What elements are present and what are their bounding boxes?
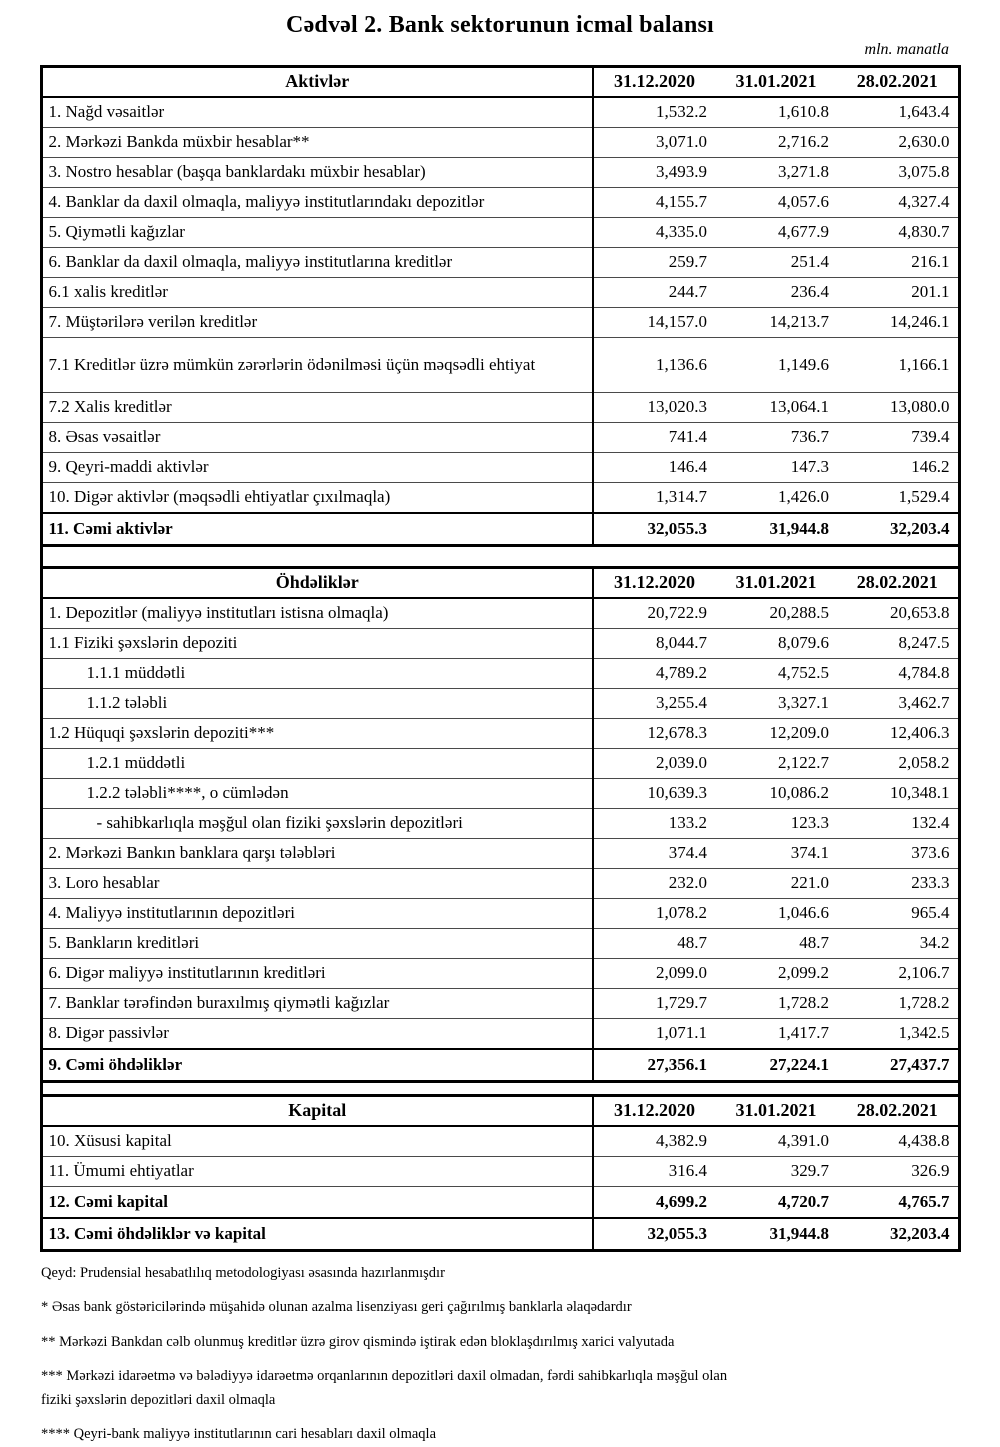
table-row	[41, 929, 959, 959]
section-spacer	[41, 1082, 959, 1096]
section-title: Öhdəliklər	[41, 568, 593, 599]
row-value: 1,529.4	[837, 483, 959, 514]
row-value: 27,356.1	[593, 1049, 715, 1082]
row-value: 3,255.4	[593, 689, 715, 719]
row-value: 2,106.7	[837, 959, 959, 989]
row-value: 236.4	[715, 278, 837, 308]
row-value: 736.7	[715, 423, 837, 453]
table-row	[41, 278, 959, 308]
table-row	[41, 779, 959, 809]
row-value: 3,462.7	[837, 689, 959, 719]
row-label: 11. Cəmi aktivlər	[41, 513, 593, 546]
row-label: 10. Xüsusi kapital	[41, 1126, 593, 1157]
row-value: 4,391.0	[715, 1126, 837, 1157]
row-label: 13. Cəmi öhdəliklər və kapital	[41, 1218, 593, 1251]
table-row	[41, 1049, 959, 1082]
date-column-header: 31.01.2021	[715, 67, 837, 98]
row-value: 1,610.8	[715, 97, 837, 128]
table-row	[41, 453, 959, 483]
row-value: 132.4	[837, 809, 959, 839]
row-value: 373.6	[837, 839, 959, 869]
row-value: 244.7	[593, 278, 715, 308]
unit-note: mln. manatla	[864, 41, 949, 58]
row-value: 1,046.6	[715, 899, 837, 929]
row-label: 7.1 Kreditlər üzrə mümkün zərərlərin ödənilməsi üçün məqsədli ehtiyat	[41, 338, 593, 393]
row-value: 32,203.4	[837, 513, 959, 546]
table-row	[41, 1126, 959, 1157]
row-value: 316.4	[593, 1157, 715, 1187]
table-row	[41, 839, 959, 869]
row-value: 1,729.7	[593, 989, 715, 1019]
row-label: 1.2.1 müddətli	[41, 749, 593, 779]
row-label: 6. Banklar da daxil olmaqla, maliyyə institutlarına kreditlər	[41, 248, 593, 278]
table-row	[41, 809, 959, 839]
row-value: 27,224.1	[715, 1049, 837, 1082]
table-row	[41, 248, 959, 278]
row-value: 216.1	[837, 248, 959, 278]
row-value: 4,789.2	[593, 659, 715, 689]
row-value: 14,157.0	[593, 308, 715, 338]
table-row	[41, 629, 959, 659]
row-label: 1. Nağd vəsaitlər	[41, 97, 593, 128]
row-label: 4. Maliyyə institutlarının depozitləri	[41, 899, 593, 929]
row-label: 1. Depozitlər (maliyyə institutları istisna olmaqla)	[41, 598, 593, 629]
row-value: 8,247.5	[837, 629, 959, 659]
row-value: 147.3	[715, 453, 837, 483]
row-value: 32,055.3	[593, 1218, 715, 1251]
row-value: 133.2	[593, 809, 715, 839]
row-value: 1,342.5	[837, 1019, 959, 1050]
row-value: 4,438.8	[837, 1126, 959, 1157]
date-column-header: 28.02.2021	[837, 1096, 959, 1127]
row-label: 5. Bankların kreditləri	[41, 929, 593, 959]
row-value: 326.9	[837, 1157, 959, 1187]
section-header-row	[41, 1096, 959, 1127]
footnote: **** Qeyri-bank maliyyə institutlarının cari hesabları daxil olmaqla	[41, 1426, 437, 1443]
row-label: 1.2.2 tələbli****, o cümlədən	[41, 779, 593, 809]
row-value: 32,203.4	[837, 1218, 959, 1251]
row-value: 4,830.7	[837, 218, 959, 248]
row-value: 1,149.6	[715, 338, 837, 393]
row-label: 4. Banklar da daxil olmaqla, maliyyə institutlarındakı depozitlər	[41, 188, 593, 218]
table-row	[41, 1187, 959, 1219]
table-row	[41, 1157, 959, 1187]
row-label: 8. Əsas vəsaitlər	[41, 423, 593, 453]
row-label: 1.1.1 müddətli	[41, 659, 593, 689]
table-row	[41, 338, 959, 393]
table-row	[41, 308, 959, 338]
row-value: 1,643.4	[837, 97, 959, 128]
row-label: 7. Banklar tərəfindən buraxılmış qiymətli kağızlar	[41, 989, 593, 1019]
row-value: 4,699.2	[593, 1187, 715, 1219]
row-label: 7. Müştərilərə verilən kreditlər	[41, 308, 593, 338]
table-row	[41, 97, 959, 128]
row-label: 10. Digər aktivlər (məqsədli ehtiyatlar çıxılmaqla)	[41, 483, 593, 514]
row-value: 14,246.1	[837, 308, 959, 338]
table-row	[41, 749, 959, 779]
row-value: 20,653.8	[837, 598, 959, 629]
row-value: 3,493.9	[593, 158, 715, 188]
row-value: 3,327.1	[715, 689, 837, 719]
row-value: 31,944.8	[715, 1218, 837, 1251]
row-label: - sahibkarlıqla məşğul olan fiziki şəxslərin depozitləri	[41, 809, 593, 839]
footnote: ** Mərkəzi Bankdan cəlb olunmuş kreditlər üzrə girov qismində iştirak edən bloklaşdırılmış xarici valyutada	[41, 1333, 675, 1350]
row-value: 1,532.2	[593, 97, 715, 128]
page-title: Cədvəl 2. Bank sektorunun icmal balansı	[286, 12, 714, 38]
row-value: 233.3	[837, 869, 959, 899]
row-label: 9. Qeyri-maddi aktivlər	[41, 453, 593, 483]
row-value: 739.4	[837, 423, 959, 453]
table-row	[41, 423, 959, 453]
row-value: 3,071.0	[593, 128, 715, 158]
table-row	[41, 513, 959, 546]
row-label: 7.2 Xalis kreditlər	[41, 393, 593, 423]
row-value: 3,075.8	[837, 158, 959, 188]
row-value: 201.1	[837, 278, 959, 308]
table-row	[41, 869, 959, 899]
footnote: Qeyd: Prudensial hesabatlılıq metodologiyası əsasında hazırlanmışdır	[41, 1265, 445, 1281]
row-label: 9. Cəmi öhdəliklər	[41, 1049, 593, 1082]
row-value: 4,720.7	[715, 1187, 837, 1219]
table-row	[41, 218, 959, 248]
row-value: 4,057.6	[715, 188, 837, 218]
row-label: 1.1.2 tələbli	[41, 689, 593, 719]
row-value: 13,064.1	[715, 393, 837, 423]
row-label: 2. Mərkəzi Bankda müxbir hesablar**	[41, 128, 593, 158]
row-value: 8,079.6	[715, 629, 837, 659]
row-value: 1,166.1	[837, 338, 959, 393]
table-row	[41, 719, 959, 749]
row-value: 146.2	[837, 453, 959, 483]
row-label: 1.1 Fiziki şəxslərin depoziti	[41, 629, 593, 659]
row-value: 2,122.7	[715, 749, 837, 779]
row-value: 329.7	[715, 1157, 837, 1187]
row-value: 123.3	[715, 809, 837, 839]
row-value: 13,020.3	[593, 393, 715, 423]
row-label: 3. Loro hesablar	[41, 869, 593, 899]
row-value: 12,678.3	[593, 719, 715, 749]
table-row	[41, 899, 959, 929]
footnote: * Əsas bank göstəricilərində müşahidə olunan azalma lisenziyası geri çağırılmış banklarla əlaqədardır	[41, 1299, 632, 1316]
footnotes-block	[41, 1262, 959, 1447]
table-row	[41, 188, 959, 218]
row-value: 10,639.3	[593, 779, 715, 809]
row-value: 741.4	[593, 423, 715, 453]
row-value: 2,716.2	[715, 128, 837, 158]
row-value: 1,136.6	[593, 338, 715, 393]
row-value: 4,677.9	[715, 218, 837, 248]
row-value: 4,155.7	[593, 188, 715, 218]
row-value: 2,039.0	[593, 749, 715, 779]
section-header-row	[41, 568, 959, 599]
table-row	[41, 1019, 959, 1050]
section-header-row	[41, 67, 959, 98]
row-value: 1,314.7	[593, 483, 715, 514]
footnote: *** Mərkəzi idarəetmə və bələdiyyə idarəetmə orqanlarının depozitləri daxil olmadan, fərdi sahibkarlıqla məşğul olan fiziki şəxslərin depozitləri daxil olmaqla	[41, 1368, 728, 1408]
date-column-header: 28.02.2021	[837, 67, 959, 98]
row-value: 4,327.4	[837, 188, 959, 218]
section-title: Kapital	[41, 1096, 593, 1127]
row-value: 4,784.8	[837, 659, 959, 689]
row-value: 10,348.1	[837, 779, 959, 809]
row-label: 5. Qiymətli kağızlar	[41, 218, 593, 248]
row-value: 146.4	[593, 453, 715, 483]
table-row	[41, 483, 959, 514]
row-value: 27,437.7	[837, 1049, 959, 1082]
row-value: 3,271.8	[715, 158, 837, 188]
row-value: 12,209.0	[715, 719, 837, 749]
balance-sheet-table	[40, 65, 961, 1252]
row-value: 13,080.0	[837, 393, 959, 423]
row-value: 1,728.2	[715, 989, 837, 1019]
row-value: 232.0	[593, 869, 715, 899]
row-label: 1.2 Hüquqi şəxslərin depoziti***	[41, 719, 593, 749]
table-row	[41, 1218, 959, 1251]
row-label: 12. Cəmi kapital	[41, 1187, 593, 1219]
row-label: 6. Digər maliyyə institutlarının kreditləri	[41, 959, 593, 989]
row-value: 1,426.0	[715, 483, 837, 514]
row-value: 259.7	[593, 248, 715, 278]
row-value: 374.1	[715, 839, 837, 869]
row-value: 4,335.0	[593, 218, 715, 248]
row-value: 2,630.0	[837, 128, 959, 158]
table-row	[41, 158, 959, 188]
section-spacer	[41, 546, 959, 568]
row-value: 1,071.1	[593, 1019, 715, 1050]
row-label: 6.1 xalis kreditlər	[41, 278, 593, 308]
row-value: 374.4	[593, 839, 715, 869]
table-row	[41, 393, 959, 423]
row-value: 221.0	[715, 869, 837, 899]
row-value: 2,099.2	[715, 959, 837, 989]
row-value: 1,417.7	[715, 1019, 837, 1050]
table-row	[41, 989, 959, 1019]
row-value: 34.2	[837, 929, 959, 959]
row-value: 20,288.5	[715, 598, 837, 629]
date-column-header: 28.02.2021	[837, 568, 959, 599]
section-title: Aktivlər	[41, 67, 593, 98]
row-value: 12,406.3	[837, 719, 959, 749]
row-value: 14,213.7	[715, 308, 837, 338]
row-value: 2,058.2	[837, 749, 959, 779]
section-spacer-cell	[41, 1082, 959, 1096]
row-label: 11. Ümumi ehtiyatlar	[41, 1157, 593, 1187]
row-value: 48.7	[593, 929, 715, 959]
date-column-header: 31.01.2021	[715, 1096, 837, 1127]
row-value: 31,944.8	[715, 513, 837, 546]
row-value: 10,086.2	[715, 779, 837, 809]
row-value: 20,722.9	[593, 598, 715, 629]
row-value: 965.4	[837, 899, 959, 929]
table-row	[41, 959, 959, 989]
date-column-header: 31.12.2020	[593, 568, 715, 599]
date-column-header: 31.12.2020	[593, 67, 715, 98]
row-value: 4,382.9	[593, 1126, 715, 1157]
row-label: 3. Nostro hesablar (başqa banklardakı müxbir hesablar)	[41, 158, 593, 188]
section-spacer-cell	[41, 546, 959, 568]
table-row	[41, 128, 959, 158]
row-label: 2. Mərkəzi Bankın banklara qarşı tələbləri	[41, 839, 593, 869]
row-value: 32,055.3	[593, 513, 715, 546]
row-value: 251.4	[715, 248, 837, 278]
row-value: 1,728.2	[837, 989, 959, 1019]
table-row	[41, 659, 959, 689]
row-label: 8. Digər passivlər	[41, 1019, 593, 1050]
date-column-header: 31.12.2020	[593, 1096, 715, 1127]
date-column-header: 31.01.2021	[715, 568, 837, 599]
row-value: 48.7	[715, 929, 837, 959]
row-value: 8,044.7	[593, 629, 715, 659]
row-value: 1,078.2	[593, 899, 715, 929]
row-value: 4,752.5	[715, 659, 837, 689]
row-value: 4,765.7	[837, 1187, 959, 1219]
table-row	[41, 689, 959, 719]
table-row	[41, 598, 959, 629]
row-value: 2,099.0	[593, 959, 715, 989]
